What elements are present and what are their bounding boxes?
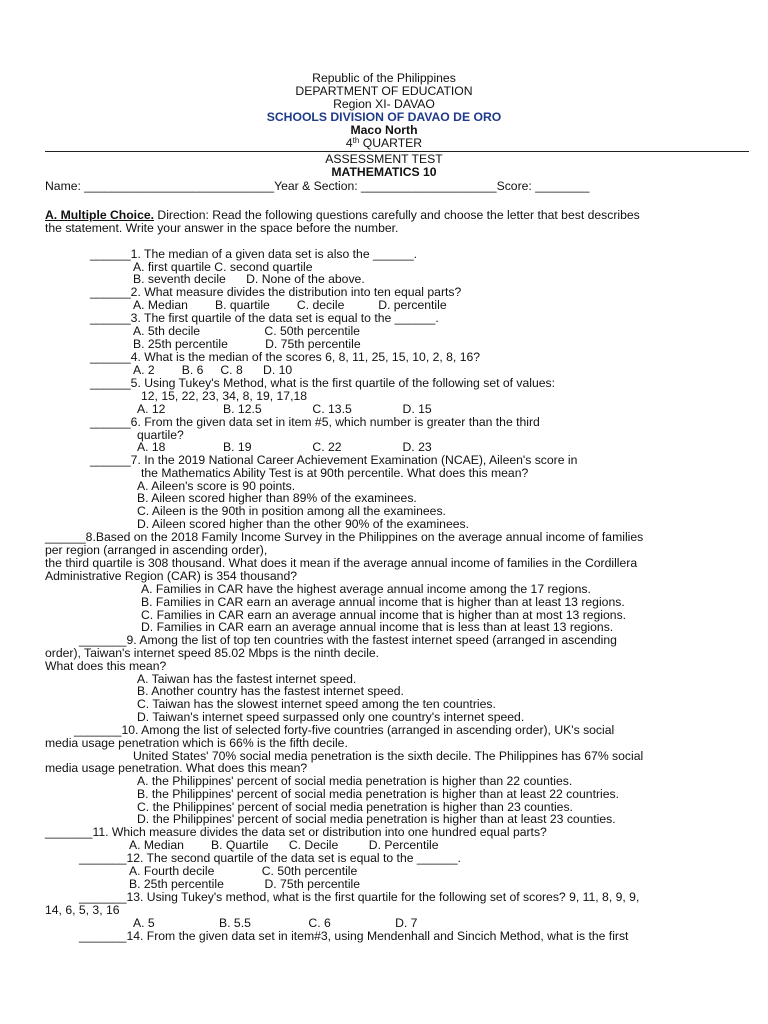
question-10-option-a: A. the Philippines' percent of social media penetration is higher than 22 counties. xyxy=(137,774,573,788)
question-6-continued: quartile? xyxy=(137,428,184,442)
question-10-line-3: United States' 70% social media penetration is the sixth decile. The Philippines has 67% social xyxy=(133,749,644,763)
question-6-options: A. 18 B. 19 C. 22 D. 23 xyxy=(137,440,432,454)
question-10: _______10. Among the list of selected forty-five countries (arranged in ascending order), UK's social xyxy=(74,723,615,737)
question-2: ______2. What measure divides the distribution into ten equal parts? xyxy=(90,285,462,299)
quarter-suffix: th xyxy=(352,136,360,145)
question-11-options: A. Median B. Quartile C. Decile D. Percentile xyxy=(129,838,439,852)
question-4-options: A. 2 B. 6 C. 8 D. 10 xyxy=(133,363,293,377)
question-8-option-d: D. Families in CAR earn an average annual income that is less than at least 13 regions. xyxy=(141,620,614,634)
question-7-option-a: A. Aileen's score is 90 points. xyxy=(137,479,296,493)
question-10-option-b: B. the Philippines' percent of social media penetration is higher than at least 22 countries. xyxy=(137,787,619,801)
question-7-option-d: D. Aileen scored higher than the other 90% of the examinees. xyxy=(137,517,469,531)
question-7: ______7. In the 2019 National Career Achievement Examination (NCAE), Aileen's score in xyxy=(90,453,578,467)
question-9-line-2: order), Taiwan's internet speed 85.02 Mbps is the ninth decile. xyxy=(45,646,380,660)
direction-text-1: Direction: Read the following questions carefully and choose the letter that best describes xyxy=(154,208,640,222)
question-4: ______4. What is the median of the scores 6, 8, 11, 25, 15, 10, 2, 8, 16? xyxy=(90,350,481,364)
question-8-line-3: the third quartile is 308 thousand. What does it mean if the average annual income of families in the Cordillera xyxy=(45,556,638,570)
question-8-option-c: C. Families in CAR earn an average annual income that is higher than at most 13 regions. xyxy=(141,608,627,622)
question-5-options: A. 12 B. 12.5 C. 13.5 D. 15 xyxy=(137,402,432,416)
question-9-option-a: A. Taiwan has the fastest internet speed. xyxy=(137,672,357,686)
division-line: SCHOOLS DIVISION OF DAVAO DE ORO xyxy=(266,110,502,124)
question-14: _______14. From the given data set in item#3, using Mendenhall and Sincich Method, what is the first xyxy=(79,929,629,943)
question-9-option-c: C. Taiwan has the slowest internet speed among the ten countries. xyxy=(137,697,496,711)
quarter-word: QUARTER xyxy=(359,136,423,150)
question-10-option-d: D. the Philippines' percent of social media penetration is higher than at least 23 counties. xyxy=(137,812,616,826)
question-7-option-c: C. Aileen is the 90th in position among all the examinees. xyxy=(137,504,446,518)
question-8-option-b: B. Families in CAR earn an average annual income that is higher than at least 13 regions. xyxy=(141,595,625,609)
question-2-options: A. Median B. quartile C. decile D. percentile xyxy=(133,298,447,312)
region-line: Region XI- DAVAO xyxy=(333,97,435,111)
question-8: ______8.Based on the 2018 Family Income Survey in the Philippines on the average annual income of families xyxy=(45,530,644,544)
question-13-line-2: 14, 6, 5, 3, 16 xyxy=(45,903,120,917)
question-10-option-c: C. the Philippines' percent of social media penetration is higher than 23 counties. xyxy=(137,800,573,814)
question-12-options-a: A. Fourth decile C. 50th percentile xyxy=(129,864,358,878)
question-3-options-a: A. 5th decile C. 50th percentile xyxy=(133,324,360,338)
question-6: ______6. From the given data set in item #5, which number is greater than the third xyxy=(90,415,540,429)
department-line: DEPARTMENT OF EDUCATION xyxy=(295,84,473,98)
school-line: Maco North xyxy=(350,123,418,137)
question-9-option-d: D. Taiwan's internet speed surpassed only one country's internet speed. xyxy=(137,710,525,724)
question-3: ______3. The first quartile of the data set is equal to the ______. xyxy=(90,311,439,325)
question-9-option-b: B. Another country has the fastest internet speed. xyxy=(137,684,404,698)
subject-title: MATHEMATICS 10 xyxy=(331,165,437,179)
question-9-line-3: What does this mean? xyxy=(45,659,167,673)
republic-line: Republic of the Philippines xyxy=(312,71,456,85)
question-10-line-4: media usage penetration. What does this mean? xyxy=(45,761,308,775)
section-a-title: A. Multiple Choice. xyxy=(45,208,155,222)
question-11: _______11. Which measure divides the data set or distribution into one hundred equal parts? xyxy=(45,825,547,839)
test-title: ASSESSMENT TEST xyxy=(325,152,443,166)
quarter-line xyxy=(0,137,768,150)
question-8-line-4: Administrative Region (CAR) is 354 thousand? xyxy=(45,569,297,583)
question-1-options-a: A. first quartile C. second quartile xyxy=(133,260,313,274)
question-3-options-b: B. 25th percentile D. 75th percentile xyxy=(133,337,361,351)
question-9: _______9. Among the list of top ten countries with the fastest internet speed (arranged in ascending xyxy=(79,633,617,647)
question-5: ______5. Using Tukey's Method, what is the first quartile of the following set of values: xyxy=(90,376,556,390)
question-13: _______13. Using Tukey's method, what is the first quartile for the following set of scores? 9, 11, 8, 9, 9, xyxy=(79,890,640,904)
question-7-continued: the Mathematics Ability Test is at 90th percentile. What does this mean? xyxy=(141,466,529,480)
question-1-options-b: B. seventh decile D. None of the above. xyxy=(133,272,365,286)
question-13-options: A. 5 B. 5.5 C. 6 D. 7 xyxy=(133,916,418,930)
question-8-line-2: per region (arranged in ascending order), xyxy=(45,543,268,557)
question-12-options-b: B. 25th percentile D. 75th percentile xyxy=(129,877,361,891)
question-10-line-2: media usage penetration which is 66% is the fifth decile. xyxy=(45,736,348,750)
question-8-option-a: A. Families in CAR have the highest average annual income among the 17 regions. xyxy=(141,582,591,596)
question-12: _______12. The second quartile of the data set is equal to the ______. xyxy=(79,851,461,865)
question-5-values: 12, 15, 22, 23, 34, 8, 19, 17,18 xyxy=(141,389,308,403)
quarter-number: 4 xyxy=(345,136,353,150)
direction-text-2: the statement. Write your answer in the space before the number. xyxy=(45,221,399,235)
name-section-score-line: Name: ____________________________Year & Section: ____________________Score: ________ xyxy=(45,179,590,193)
question-1: ______1. The median of a given data set is also the ______. xyxy=(90,247,418,261)
question-7-option-b: B. Aileen scored higher than 89% of the examinees. xyxy=(137,491,417,505)
